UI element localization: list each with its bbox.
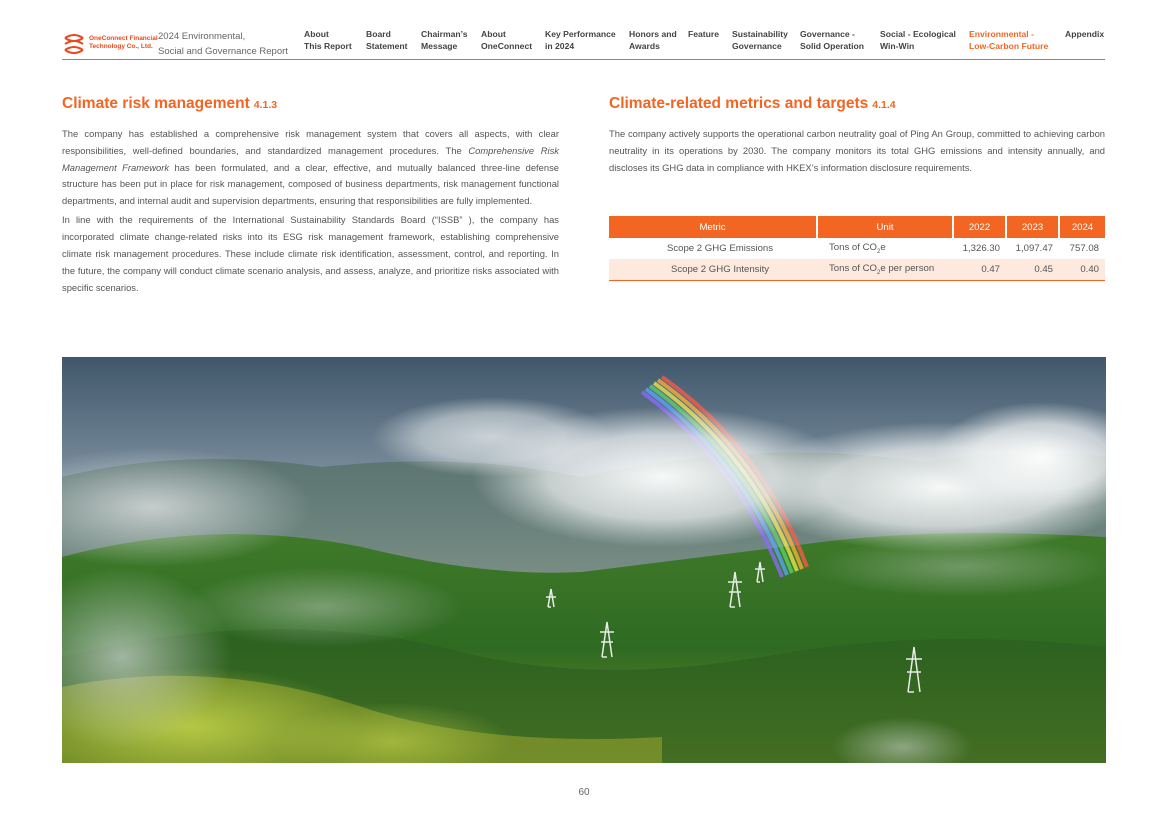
company-logo[interactable]	[62, 32, 157, 56]
climate-metrics-title: Climate-related metrics and targets 4.1.4	[609, 95, 896, 112]
nav-board-statement[interactable]: Board Statement	[366, 29, 408, 51]
nav-environmental-low-carbon[interactable]: Environmental - Low-Carbon Future	[969, 29, 1049, 51]
nav-about-oneconnect[interactable]: About OneConnect	[481, 29, 533, 51]
climate-risk-body	[62, 126, 559, 299]
value-2023-cell: 0.45	[1006, 259, 1059, 281]
nav-feature[interactable]: Feature	[688, 29, 720, 39]
forest-rainbow-illustration	[62, 357, 1106, 763]
climate-risk-paragraph-2: In line with the requirements of the International Sustainability Standards Board (“ISSB” ), the company has incorporated climate change-related risks into its ESG risk management framework, establishing comprehensive climate risk management procedures. These include climate risk identification, assessment, control, and reporting. In the future, the company will conduct climate scenario analysis, and assess, analyze, and prioritize risks associated with specific scenarios.	[62, 214, 559, 293]
value-2024-cell: 0.40	[1059, 259, 1105, 281]
metric-cell: Scope 2 GHG Emissions	[609, 238, 817, 259]
header-metric: Metric	[609, 216, 817, 238]
nav-governance-solid-operation[interactable]: Governance - Solid Operation	[800, 29, 864, 51]
header-2023: 2023	[1006, 216, 1059, 238]
nav-social-ecological[interactable]: Social - Ecological Win-Win	[880, 29, 956, 51]
page-number: 60	[578, 787, 590, 798]
header-2022: 2022	[953, 216, 1006, 238]
unit-cell: Tons of $CO_2e$	[817, 238, 953, 259]
climate-risk-title: Climate risk management 4.1.3	[62, 95, 278, 112]
value-2023-cell: 1,097.47	[1006, 238, 1059, 259]
logo-mark-icon	[62, 32, 86, 56]
climate-metrics-body	[609, 126, 1105, 179]
header-2024: 2024	[1059, 216, 1105, 238]
metric-cell: Scope 2 GHG Intensity	[609, 259, 817, 281]
nav-about-this-report[interactable]: About This Report	[304, 29, 352, 51]
table-row	[609, 259, 1105, 281]
nav-key-performance[interactable]: Key Performance in 2024	[545, 29, 616, 51]
ghg-metrics-table	[609, 216, 1105, 281]
value-2022-cell: 0.47	[953, 259, 1006, 281]
table-row	[609, 238, 1105, 259]
nav-appendix[interactable]: Appendix	[1065, 29, 1105, 39]
header-unit: Unit	[817, 216, 953, 238]
value-2024-cell: 757.08	[1059, 238, 1105, 259]
page-header	[62, 27, 1105, 60]
table-header-row	[609, 216, 1105, 238]
nav-sustainability-governance[interactable]: Sustainability Governance	[732, 29, 788, 51]
value-2022-cell: 1,326.30	[953, 238, 1006, 259]
climate-metrics-paragraph: The company actively supports the operational carbon neutrality goal of Ping An Group, committed to achieving carbon neutrality in its operations by 2030. The company monitors its total GHG emissions and intensity annually, and discloses its GHG data in compliance with HKEX’s information disclosure requirements.	[609, 128, 1105, 173]
report-title: 2024 Environmental, Social and Governance Report	[158, 31, 288, 57]
nav-honors-awards[interactable]: Honors and Awards	[629, 29, 677, 51]
nav-chairmans-message[interactable]: Chairman’s Message	[421, 29, 468, 51]
landscape-photo	[62, 357, 1106, 763]
logo-wordmark: OneConnect Financial Technology Co., Ltd.	[89, 35, 158, 50]
climate-risk-paragraph-1: The company has established a comprehensive risk management system that covers all aspects, with clear responsibilities, well-defined boundaries, and standardized management procedures. The Comprehensive Risk Management Framework has been formulated, and a clear, effective, and mutually balanced three-line defense structure has been put in place for risk management, composed of business departments, risk management functional departments, and internal audit and supervision departments, ensuring that responsibilities are fully implemented.	[62, 128, 559, 207]
unit-cell: Tons of $CO_2e$ per person	[817, 259, 953, 281]
